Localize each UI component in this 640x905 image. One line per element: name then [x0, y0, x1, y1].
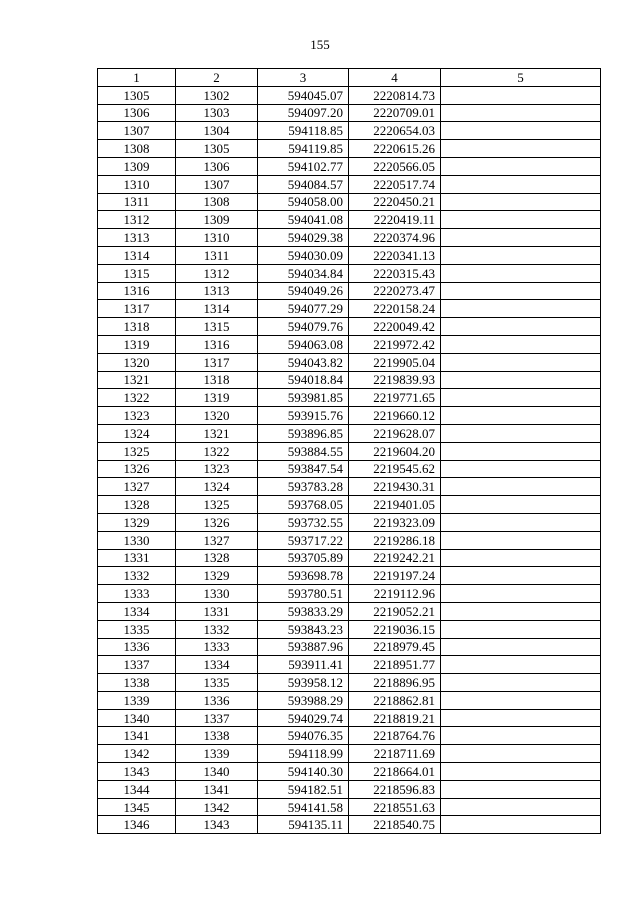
point-number-cell: 1336	[98, 638, 176, 656]
reference-number-cell: 1306	[176, 157, 258, 175]
reference-number-cell: 1338	[176, 727, 258, 745]
y-coordinate-cell: 2218596.83	[349, 780, 441, 798]
y-coordinate-cell: 2218540.75	[349, 816, 441, 834]
note-cell	[441, 585, 601, 603]
x-coordinate-cell: 594135.11	[258, 816, 349, 834]
reference-number-cell: 1339	[176, 745, 258, 763]
y-coordinate-cell: 2219112.96	[349, 585, 441, 603]
note-cell	[441, 104, 601, 122]
y-coordinate-cell: 2218711.69	[349, 745, 441, 763]
x-coordinate-cell: 593705.89	[258, 549, 349, 567]
x-coordinate-cell: 593911.41	[258, 656, 349, 674]
point-number-cell: 1340	[98, 709, 176, 727]
x-coordinate-cell: 593896.85	[258, 424, 349, 442]
point-number-cell: 1308	[98, 140, 176, 158]
y-coordinate-cell: 2219036.15	[349, 620, 441, 638]
y-coordinate-cell: 2218764.76	[349, 727, 441, 745]
table-row	[98, 282, 601, 300]
table-row	[98, 175, 601, 193]
x-coordinate-cell: 594118.99	[258, 745, 349, 763]
y-coordinate-cell: 2220450.21	[349, 193, 441, 211]
point-number-cell: 1312	[98, 211, 176, 229]
point-number-cell: 1310	[98, 175, 176, 193]
y-coordinate-cell: 2219430.31	[349, 478, 441, 496]
y-coordinate-cell: 2218862.81	[349, 691, 441, 709]
y-coordinate-cell: 2219628.07	[349, 424, 441, 442]
table-row	[98, 335, 601, 353]
point-number-cell: 1338	[98, 674, 176, 692]
y-coordinate-cell: 2218551.63	[349, 798, 441, 816]
note-cell	[441, 638, 601, 656]
reference-number-cell: 1314	[176, 300, 258, 318]
table-row	[98, 816, 601, 834]
table-row	[98, 442, 601, 460]
x-coordinate-cell: 593768.05	[258, 496, 349, 514]
y-coordinate-cell: 2219660.12	[349, 407, 441, 425]
note-cell	[441, 531, 601, 549]
table-row	[98, 549, 601, 567]
y-coordinate-cell: 2220049.42	[349, 318, 441, 336]
y-coordinate-cell: 2219972.42	[349, 335, 441, 353]
table-row	[98, 674, 601, 692]
point-number-cell: 1311	[98, 193, 176, 211]
y-coordinate-cell: 2220341.13	[349, 246, 441, 264]
point-number-cell: 1314	[98, 246, 176, 264]
point-number-cell: 1323	[98, 407, 176, 425]
y-coordinate-cell: 2220566.05	[349, 157, 441, 175]
y-coordinate-cell: 2220419.11	[349, 211, 441, 229]
note-cell	[441, 193, 601, 211]
x-coordinate-cell: 594029.74	[258, 709, 349, 727]
point-number-cell: 1305	[98, 86, 176, 104]
column-header: 2	[176, 69, 258, 87]
page-number: 155	[310, 37, 330, 52]
point-number-cell: 1306	[98, 104, 176, 122]
note-cell	[441, 602, 601, 620]
note-cell	[441, 567, 601, 585]
note-cell	[441, 371, 601, 389]
note-cell	[441, 86, 601, 104]
reference-number-cell: 1321	[176, 424, 258, 442]
y-coordinate-cell: 2220814.73	[349, 86, 441, 104]
reference-number-cell: 1328	[176, 549, 258, 567]
column-header: 4	[349, 69, 441, 87]
table-row	[98, 531, 601, 549]
point-number-cell: 1325	[98, 442, 176, 460]
table-row	[98, 389, 601, 407]
reference-number-cell: 1342	[176, 798, 258, 816]
reference-number-cell: 1302	[176, 86, 258, 104]
x-coordinate-cell: 594063.08	[258, 335, 349, 353]
point-number-cell: 1324	[98, 424, 176, 442]
note-cell	[441, 816, 601, 834]
reference-number-cell: 1322	[176, 442, 258, 460]
y-coordinate-cell: 2218664.01	[349, 763, 441, 781]
note-cell	[441, 318, 601, 336]
reference-number-cell: 1308	[176, 193, 258, 211]
point-number-cell: 1326	[98, 460, 176, 478]
x-coordinate-cell: 593958.12	[258, 674, 349, 692]
x-coordinate-cell: 594119.85	[258, 140, 349, 158]
reference-number-cell: 1307	[176, 175, 258, 193]
y-coordinate-cell: 2220273.47	[349, 282, 441, 300]
table-row	[98, 745, 601, 763]
note-cell	[441, 727, 601, 745]
point-number-cell: 1329	[98, 513, 176, 531]
point-number-cell: 1334	[98, 602, 176, 620]
table-body	[98, 86, 601, 833]
point-number-cell: 1332	[98, 567, 176, 585]
x-coordinate-cell: 594102.77	[258, 157, 349, 175]
y-coordinate-cell: 2219401.05	[349, 496, 441, 514]
reference-number-cell: 1340	[176, 763, 258, 781]
reference-number-cell: 1326	[176, 513, 258, 531]
reference-number-cell: 1309	[176, 211, 258, 229]
point-number-cell: 1344	[98, 780, 176, 798]
table-row	[98, 86, 601, 104]
table-row	[98, 104, 601, 122]
table-row	[98, 140, 601, 158]
reference-number-cell: 1318	[176, 371, 258, 389]
note-cell	[441, 798, 601, 816]
x-coordinate-cell: 594041.08	[258, 211, 349, 229]
point-number-cell: 1345	[98, 798, 176, 816]
point-number-cell: 1307	[98, 122, 176, 140]
y-coordinate-cell: 2220615.26	[349, 140, 441, 158]
note-cell	[441, 478, 601, 496]
note-cell	[441, 674, 601, 692]
reference-number-cell: 1324	[176, 478, 258, 496]
table-row	[98, 157, 601, 175]
note-cell	[441, 229, 601, 247]
reference-number-cell: 1334	[176, 656, 258, 674]
y-coordinate-cell: 2219286.18	[349, 531, 441, 549]
table-row	[98, 371, 601, 389]
x-coordinate-cell: 593887.96	[258, 638, 349, 656]
table-row	[98, 585, 601, 603]
note-cell	[441, 424, 601, 442]
x-coordinate-cell: 593732.55	[258, 513, 349, 531]
y-coordinate-cell: 2220654.03	[349, 122, 441, 140]
y-coordinate-cell: 2218896.95	[349, 674, 441, 692]
x-coordinate-cell: 594084.57	[258, 175, 349, 193]
y-coordinate-cell: 2219545.62	[349, 460, 441, 478]
point-number-cell: 1331	[98, 549, 176, 567]
x-coordinate-cell: 594076.35	[258, 727, 349, 745]
table-row	[98, 780, 601, 798]
table-row	[98, 353, 601, 371]
x-coordinate-cell: 594049.26	[258, 282, 349, 300]
table-row	[98, 567, 601, 585]
x-coordinate-cell: 594045.07	[258, 86, 349, 104]
table-row	[98, 318, 601, 336]
reference-number-cell: 1323	[176, 460, 258, 478]
reference-number-cell: 1337	[176, 709, 258, 727]
table-row	[98, 727, 601, 745]
y-coordinate-cell: 2219771.65	[349, 389, 441, 407]
point-number-cell: 1309	[98, 157, 176, 175]
x-coordinate-cell: 593698.78	[258, 567, 349, 585]
x-coordinate-cell: 594029.38	[258, 229, 349, 247]
reference-number-cell: 1320	[176, 407, 258, 425]
x-coordinate-cell: 593717.22	[258, 531, 349, 549]
point-number-cell: 1346	[98, 816, 176, 834]
reference-number-cell: 1331	[176, 602, 258, 620]
point-number-cell: 1342	[98, 745, 176, 763]
note-cell	[441, 549, 601, 567]
x-coordinate-cell: 593915.76	[258, 407, 349, 425]
y-coordinate-cell: 2218979.45	[349, 638, 441, 656]
x-coordinate-cell: 594097.20	[258, 104, 349, 122]
reference-number-cell: 1330	[176, 585, 258, 603]
y-coordinate-cell: 2219052.21	[349, 602, 441, 620]
table-row	[98, 264, 601, 282]
table-row	[98, 246, 601, 264]
point-number-cell: 1318	[98, 318, 176, 336]
table-row	[98, 798, 601, 816]
y-coordinate-cell: 2219242.21	[349, 549, 441, 567]
reference-number-cell: 1315	[176, 318, 258, 336]
note-cell	[441, 335, 601, 353]
note-cell	[441, 175, 601, 193]
x-coordinate-cell: 594030.09	[258, 246, 349, 264]
x-coordinate-cell: 593783.28	[258, 478, 349, 496]
reference-number-cell: 1343	[176, 816, 258, 834]
x-coordinate-cell: 594118.85	[258, 122, 349, 140]
table-row	[98, 229, 601, 247]
x-coordinate-cell: 594140.30	[258, 763, 349, 781]
table-row	[98, 407, 601, 425]
note-cell	[441, 745, 601, 763]
reference-number-cell: 1312	[176, 264, 258, 282]
reference-number-cell: 1305	[176, 140, 258, 158]
note-cell	[441, 780, 601, 798]
reference-number-cell: 1304	[176, 122, 258, 140]
note-cell	[441, 460, 601, 478]
x-coordinate-cell: 593847.54	[258, 460, 349, 478]
table-row	[98, 638, 601, 656]
table-row	[98, 496, 601, 514]
point-number-cell: 1341	[98, 727, 176, 745]
table-row	[98, 478, 601, 496]
reference-number-cell: 1313	[176, 282, 258, 300]
y-coordinate-cell: 2220517.74	[349, 175, 441, 193]
reference-number-cell: 1310	[176, 229, 258, 247]
y-coordinate-cell: 2220158.24	[349, 300, 441, 318]
reference-number-cell: 1335	[176, 674, 258, 692]
x-coordinate-cell: 594079.76	[258, 318, 349, 336]
note-cell	[441, 353, 601, 371]
note-cell	[441, 496, 601, 514]
y-coordinate-cell: 2219197.24	[349, 567, 441, 585]
point-number-cell: 1337	[98, 656, 176, 674]
y-coordinate-cell: 2219905.04	[349, 353, 441, 371]
note-cell	[441, 763, 601, 781]
x-coordinate-cell: 594182.51	[258, 780, 349, 798]
y-coordinate-cell: 2219604.20	[349, 442, 441, 460]
reference-number-cell: 1316	[176, 335, 258, 353]
reference-number-cell: 1327	[176, 531, 258, 549]
table-row	[98, 193, 601, 211]
y-coordinate-cell: 2219323.09	[349, 513, 441, 531]
y-coordinate-cell: 2220709.01	[349, 104, 441, 122]
reference-number-cell: 1332	[176, 620, 258, 638]
table-row	[98, 656, 601, 674]
y-coordinate-cell: 2220374.96	[349, 229, 441, 247]
point-number-cell: 1322	[98, 389, 176, 407]
note-cell	[441, 709, 601, 727]
x-coordinate-cell: 593981.85	[258, 389, 349, 407]
note-cell	[441, 407, 601, 425]
table-row	[98, 709, 601, 727]
x-coordinate-cell: 593833.29	[258, 602, 349, 620]
column-header: 3	[258, 69, 349, 87]
x-coordinate-cell: 593988.29	[258, 691, 349, 709]
note-cell	[441, 157, 601, 175]
note-cell	[441, 211, 601, 229]
reference-number-cell: 1303	[176, 104, 258, 122]
x-coordinate-cell: 593884.55	[258, 442, 349, 460]
point-number-cell: 1315	[98, 264, 176, 282]
x-coordinate-cell: 594058.00	[258, 193, 349, 211]
note-cell	[441, 691, 601, 709]
note-cell	[441, 300, 601, 318]
x-coordinate-cell: 594141.58	[258, 798, 349, 816]
reference-number-cell: 1329	[176, 567, 258, 585]
table-row	[98, 620, 601, 638]
note-cell	[441, 246, 601, 264]
point-number-cell: 1333	[98, 585, 176, 603]
note-cell	[441, 620, 601, 638]
note-cell	[441, 282, 601, 300]
point-number-cell: 1321	[98, 371, 176, 389]
column-header: 1	[98, 69, 176, 87]
note-cell	[441, 122, 601, 140]
reference-number-cell: 1333	[176, 638, 258, 656]
point-number-cell: 1320	[98, 353, 176, 371]
reference-number-cell: 1341	[176, 780, 258, 798]
point-number-cell: 1317	[98, 300, 176, 318]
table-row	[98, 513, 601, 531]
reference-number-cell: 1317	[176, 353, 258, 371]
point-number-cell: 1339	[98, 691, 176, 709]
x-coordinate-cell: 594077.29	[258, 300, 349, 318]
table-row	[98, 763, 601, 781]
table-row	[98, 602, 601, 620]
note-cell	[441, 264, 601, 282]
table-row	[98, 300, 601, 318]
table-row	[98, 460, 601, 478]
y-coordinate-cell: 2218819.21	[349, 709, 441, 727]
table-row	[98, 424, 601, 442]
note-cell	[441, 389, 601, 407]
x-coordinate-cell: 594034.84	[258, 264, 349, 282]
y-coordinate-cell: 2219839.93	[349, 371, 441, 389]
point-number-cell: 1335	[98, 620, 176, 638]
y-coordinate-cell: 2218951.77	[349, 656, 441, 674]
note-cell	[441, 140, 601, 158]
reference-number-cell: 1325	[176, 496, 258, 514]
x-coordinate-cell: 594043.82	[258, 353, 349, 371]
reference-number-cell: 1311	[176, 246, 258, 264]
point-number-cell: 1327	[98, 478, 176, 496]
point-number-cell: 1316	[98, 282, 176, 300]
point-number-cell: 1343	[98, 763, 176, 781]
x-coordinate-cell: 594018.84	[258, 371, 349, 389]
coordinates-table	[97, 68, 601, 834]
x-coordinate-cell: 593843.23	[258, 620, 349, 638]
table-row	[98, 691, 601, 709]
reference-number-cell: 1336	[176, 691, 258, 709]
point-number-cell: 1330	[98, 531, 176, 549]
point-number-cell: 1319	[98, 335, 176, 353]
point-number-cell: 1328	[98, 496, 176, 514]
table-row	[98, 122, 601, 140]
y-coordinate-cell: 2220315.43	[349, 264, 441, 282]
reference-number-cell: 1319	[176, 389, 258, 407]
table-header-row	[98, 69, 601, 87]
note-cell	[441, 513, 601, 531]
note-cell	[441, 656, 601, 674]
column-header: 5	[441, 69, 601, 87]
x-coordinate-cell: 593780.51	[258, 585, 349, 603]
point-number-cell: 1313	[98, 229, 176, 247]
note-cell	[441, 442, 601, 460]
table-row	[98, 211, 601, 229]
